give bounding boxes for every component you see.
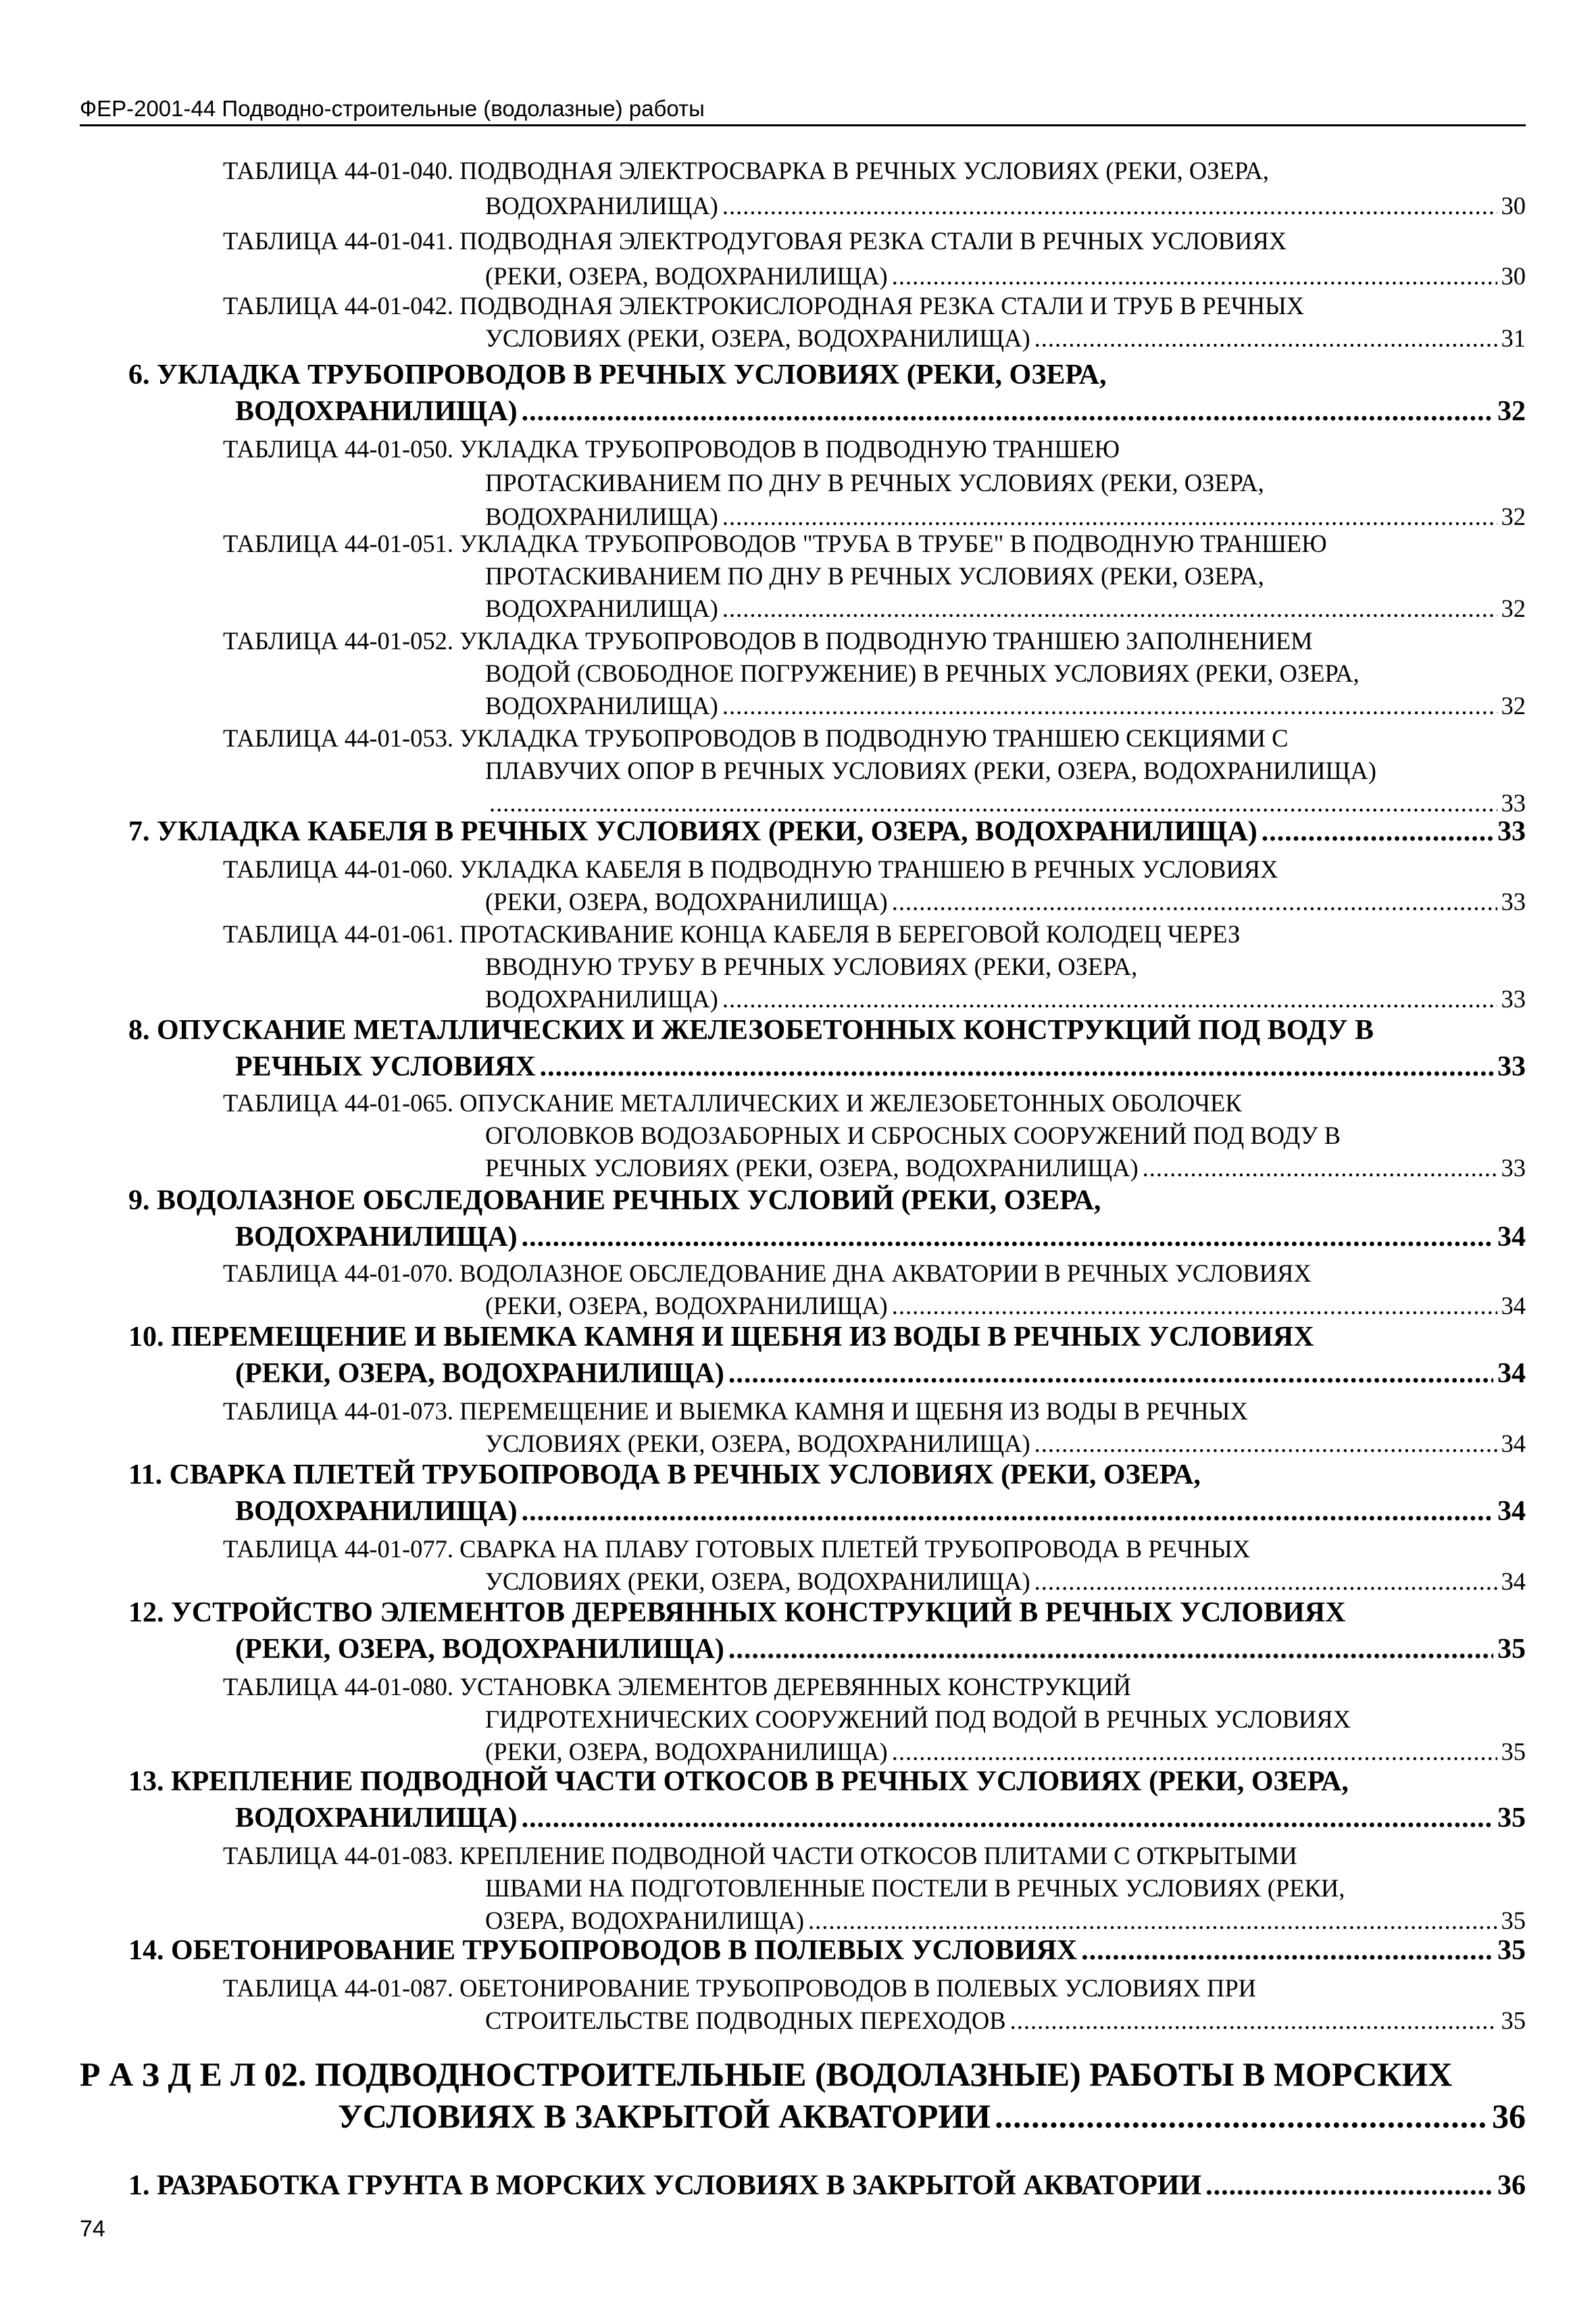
toc-line[interactable]: ТАБЛИЦА 44-01-061. ПРОТАСКИВАНИЕ КОНЦА КАБЕЛЯ В БЕРЕГОВОЙ КОЛОДЕЦ ЧЕРЕЗ [223, 920, 1241, 948]
toc-line[interactable]: ТАБЛИЦА 44-01-060. УКЛАДКА КАБЕЛЯ В ПОДВОДНУЮ ТРАНШЕЮ В РЕЧНЫХ УСЛОВИЯХ [223, 855, 1278, 883]
toc-line[interactable]: ТАБЛИЦА 44-01-073. ПЕРЕМЕЩЕНИЕ И ВЫЕМКА КАМНЯ И ЩЕБНЯ ИЗ ВОДЫ В РЕЧНЫХ [223, 1397, 1248, 1425]
toc-section-heading[interactable]: 9. ВОДОЛАЗНОЕ ОБСЛЕДОВАНИЕ РЕЧНЫХ УСЛОВИЙ (РЕКИ, ОЗЕРА, [128, 1185, 1101, 1216]
toc-page: 34 [1501, 1292, 1526, 1319]
toc-line[interactable]: ТАБЛИЦА 44-01-041. ПОДВОДНАЯ ЭЛЕКТРОДУГОВАЯ РЕЗКА СТАЛИ В РЕЧНЫХ УСЛОВИЯХ [223, 227, 1287, 255]
toc-line[interactable]: УСЛОВИЯХ (РЕКИ, ОЗЕРА, ВОДОХРАНИЛИЩА) ..... 34 [485, 1565, 1526, 1599]
toc-page: 33 [1501, 1154, 1526, 1182]
toc-line[interactable]: ГИДРОТЕХНИЧЕСКИХ СООРУЖЕНИЙ ПОД ВОДОЙ В РЕЧНЫХ УСЛОВИЯХ [485, 1705, 1351, 1733]
toc-page: 36 [1497, 2170, 1526, 2201]
page-number: 74 [80, 2216, 105, 2242]
toc-page: 34 [1497, 1358, 1526, 1389]
toc-line[interactable]: ОЗЕРА, ВОДОХРАНИЛИЩА) ..... 35 [485, 1904, 1526, 1938]
toc-line[interactable]: (РЕКИ, ОЗЕРА, ВОДОХРАНИЛИЩА) ..... 30 [485, 259, 1526, 293]
toc-line[interactable]: ШВАМИ НА ПОДГОТОВЛЕННЫЕ ПОСТЕЛИ В РЕЧНЫХ УСЛОВИЯХ (РЕКИ, [485, 1874, 1345, 1902]
toc-line[interactable]: ТАБЛИЦА 44-01-052. УКЛАДКА ТРУБОПРОВОДОВ В ПОДВОДНУЮ ТРАНШЕЮ ЗАПОЛНЕНИЕМ [223, 627, 1313, 655]
toc-part-heading[interactable]: УСЛОВИЯХ В ЗАКРЫТОЙ АКВАТОРИИ ..... 36 [338, 2096, 1526, 2136]
toc-line[interactable]: ТАБЛИЦА 44-01-051. УКЛАДКА ТРУБОПРОВОДОВ "ТРУБА В ТРУБЕ" В ПОДВОДНУЮ ТРАНШЕЮ [223, 530, 1327, 557]
page-header: ФЕР-2001-44 Подводно-строительные (водолазные) работы [80, 93, 1526, 126]
toc-page: 34 [1501, 1430, 1526, 1457]
toc-line[interactable]: ТАБЛИЦА 44-01-050. УКЛАДКА ТРУБОПРОВОДОВ В ПОДВОДНУЮ ТРАНШЕЮ [223, 435, 1120, 463]
toc-line[interactable]: ТАБЛИЦА 44-01-080. УСТАНОВКА ЭЛЕМЕНТОВ ДЕРЕВЯННЫХ КОНСТРУКЦИЙ [223, 1673, 1131, 1701]
toc-page: 35 [1497, 1634, 1526, 1665]
toc-section-heading[interactable]: 6. УКЛАДКА ТРУБОПРОВОДОВ В РЕЧНЫХ УСЛОВИЯХ (РЕКИ, ОЗЕРА, [128, 359, 1107, 391]
toc-line[interactable]: ТАБЛИЦА 44-01-077. СВАРКА НА ПЛАВУ ГОТОВЫХ ПЛЕТЕЙ ТРУБОПРОВОДА В РЕЧНЫХ [223, 1535, 1251, 1563]
toc-section-heading[interactable]: 12. УСТРОЙСТВО ЭЛЕМЕНТОВ ДЕРЕВЯННЫХ КОНСТРУКЦИЙ В РЕЧНЫХ УСЛОВИЯХ [128, 1597, 1346, 1628]
toc-section-heading[interactable]: 1. РАЗРАБОТКА ГРУНТА В МОРСКИХ УСЛОВИЯХ В ЗАКРЫТОЙ АКВАТОРИИ ..... 36 [128, 2169, 1526, 2203]
toc-section-heading[interactable]: РЕЧНЫХ УСЛОВИЯХ ..... 33 [235, 1050, 1526, 1084]
toc-page: 33 [1501, 789, 1526, 817]
toc-section-heading[interactable]: 14. ОБЕТОНИРОВАНИЕ ТРУБОПРОВОДОВ В ПОЛЕВЫХ УСЛОВИЯХ ..... 35 [128, 1934, 1526, 1967]
toc-line[interactable]: ТАБЛИЦА 44-01-083. КРЕПЛЕНИЕ ПОДВОДНОЙ ЧАСТИ ОТКОСОВ ПЛИТАМИ С ОТКРЫТЫМИ [223, 1842, 1297, 1869]
toc-page: 36 [1492, 2097, 1526, 2135]
toc-line[interactable]: ТАБЛИЦА 44-01-053. УКЛАДКА ТРУБОПРОВОДОВ В ПОДВОДНУЮ ТРАНШЕЮ СЕКЦИЯМИ С [223, 724, 1289, 752]
toc-line[interactable]: ВОДОХРАНИЛИЩА) ..... 30 [485, 189, 1526, 223]
toc-line[interactable]: РЕЧНЫХ УСЛОВИЯХ (РЕКИ, ОЗЕРА, ВОДОХРАНИЛИЩА) ..... 33 [485, 1151, 1526, 1185]
toc-section-heading[interactable]: (РЕКИ, ОЗЕРА, ВОДОХРАНИЛИЩА) ..... 34 [235, 1357, 1526, 1390]
toc-line[interactable]: ТАБЛИЦА 44-01-087. ОБЕТОНИРОВАНИЕ ТРУБОПРОВОДОВ В ПОЛЕВЫХ УСЛОВИЯХ ПРИ [223, 1974, 1257, 2002]
toc-line[interactable]: (РЕКИ, ОЗЕРА, ВОДОХРАНИЛИЩА) ..... 34 [485, 1289, 1526, 1323]
toc-section-heading[interactable]: ВОДОХРАНИЛИЩА) ..... 35 [235, 1801, 1526, 1835]
toc-page: 35 [1501, 1907, 1526, 1934]
toc-line[interactable]: ВОДОХРАНИЛИЩА) ..... 32 [485, 592, 1526, 626]
toc-line[interactable]: ТАБЛИЦА 44-01-065. ОПУСКАНИЕ МЕТАЛЛИЧЕСКИХ И ЖЕЛЕЗОБЕТОННЫХ ОБОЛОЧЕК [223, 1089, 1242, 1117]
toc-line[interactable]: ПРОТАСКИВАНИЕМ ПО ДНУ В РЕЧНЫХ УСЛОВИЯХ (РЕКИ, ОЗЕРА, [485, 469, 1264, 497]
toc-line[interactable]: ВОДОХРАНИЛИЩА) ..... 32 [485, 500, 1526, 534]
toc-page: 35 [1497, 1803, 1526, 1834]
toc-page: 30 [1501, 262, 1526, 290]
toc-page: 32 [1501, 595, 1526, 622]
toc-line[interactable]: (РЕКИ, ОЗЕРА, ВОДОХРАНИЛИЩА) ..... 33 [485, 885, 1526, 919]
toc-line[interactable]: ОГОЛОВКОВ ВОДОЗАБОРНЫХ И СБРОСНЫХ СООРУЖЕНИЙ ПОД ВОДУ В [485, 1122, 1341, 1149]
toc-page: 35 [1501, 2007, 1526, 2034]
toc-line[interactable]: ВОДОЙ (СВОБОДНОЕ ПОГРУЖЕНИЕ) В РЕЧНЫХ УСЛОВИЯХ (РЕКИ, ОЗЕРА, [485, 659, 1360, 687]
toc-section-heading[interactable]: ВОДОХРАНИЛИЩА) ..... 34 [235, 1220, 1526, 1254]
toc-section-heading[interactable]: 8. ОПУСКАНИЕ МЕТАЛЛИЧЕСКИХ И ЖЕЛЕЗОБЕТОННЫХ КОНСТРУКЦИЙ ПОД ВОДУ В [128, 1015, 1374, 1046]
toc-page: 33 [1497, 1051, 1526, 1082]
toc-line[interactable]: СТРОИТЕЛЬСТВЕ ПОДВОДНЫХ ПЕРЕХОДОВ ..... 35 [485, 2004, 1526, 2038]
toc-section-heading[interactable]: 10. ПЕРЕМЕЩЕНИЕ И ВЫЕМКА КАМНЯ И ЩЕБНЯ ИЗ ВОДЫ В РЕЧНЫХ УСЛОВИЯХ [128, 1322, 1314, 1353]
toc-line[interactable]: ПЛАВУЧИХ ОПОР В РЕЧНЫХ УСЛОВИЯХ (РЕКИ, ОЗЕРА, ВОДОХРАНИЛИЩА) [485, 757, 1376, 784]
toc-page: 30 [1501, 192, 1526, 220]
toc-page: 35 [1497, 1935, 1526, 1966]
toc-page: 33 [1497, 816, 1526, 847]
toc-section-heading[interactable]: ВОДОХРАНИЛИЩА) ..... 32 [235, 395, 1526, 428]
toc-section-heading[interactable]: (РЕКИ, ОЗЕРА, ВОДОХРАНИЛИЩА) ..... 35 [235, 1632, 1526, 1666]
toc-section-heading[interactable]: 13. КРЕПЛЕНИЕ ПОДВОДНОЙ ЧАСТИ ОТКОСОВ В РЕЧНЫХ УСЛОВИЯХ (РЕКИ, ОЗЕРА, [128, 1766, 1349, 1797]
toc-part-heading[interactable]: Р А З Д Е Л 02. ПОДВОДНОСТРОИТЕЛЬНЫЕ (ВОДОЛАЗНЫЕ) РАБОТЫ В МОРСКИХ [80, 2055, 1453, 2093]
toc-line[interactable]: ВОДОХРАНИЛИЩА) ..... 32 [485, 689, 1526, 723]
toc-line[interactable]: ВОДОХРАНИЛИЩА) ..... 33 [485, 982, 1526, 1016]
toc-line[interactable]: УСЛОВИЯХ (РЕКИ, ОЗЕРА, ВОДОХРАНИЛИЩА) ..... 31 [485, 322, 1526, 355]
toc-page: 34 [1497, 1222, 1526, 1253]
toc-section-heading[interactable]: 11. СВАРКА ПЛЕТЕЙ ТРУБОПРОВОДА В РЕЧНЫХ УСЛОВИЯХ (РЕКИ, ОЗЕРА, [128, 1459, 1201, 1490]
toc-page: 32 [1497, 396, 1526, 427]
toc-page: 32 [1501, 692, 1526, 720]
toc-line[interactable]: ТАБЛИЦА 44-01-040. ПОДВОДНАЯ ЭЛЕКТРОСВАРКА В РЕЧНЫХ УСЛОВИЯХ (РЕКИ, ОЗЕРА, [223, 157, 1269, 184]
toc-page: 35 [1501, 1738, 1526, 1765]
toc-line[interactable]: (РЕКИ, ОЗЕРА, ВОДОХРАНИЛИЩА) ..... 35 [485, 1735, 1526, 1769]
toc-page: 33 [1501, 985, 1526, 1013]
toc-page: 33 [1501, 888, 1526, 915]
toc-line[interactable]: ВВОДНУЮ ТРУБУ В РЕЧНЫХ УСЛОВИЯХ (РЕКИ, ОЗЕРА, [485, 953, 1138, 980]
toc-section-heading[interactable]: ВОДОХРАНИЛИЩА) ..... 34 [235, 1494, 1526, 1528]
toc-page: 34 [1497, 1496, 1526, 1527]
toc-page: 32 [1501, 503, 1526, 530]
toc-section-heading[interactable]: 7. УКЛАДКА КАБЕЛЯ В РЕЧНЫХ УСЛОВИЯХ (РЕКИ, ОЗЕРА, ВОДОХРАНИЛИЩА) ..... 33 [128, 815, 1526, 849]
toc-line[interactable]: ПРОТАСКИВАНИЕМ ПО ДНУ В РЕЧНЫХ УСЛОВИЯХ (РЕКИ, ОЗЕРА, [485, 562, 1264, 590]
toc-line[interactable]: УСЛОВИЯХ (РЕКИ, ОЗЕРА, ВОДОХРАНИЛИЩА) ..... 34 [485, 1427, 1526, 1461]
toc-line[interactable]: ТАБЛИЦА 44-01-070. ВОДОЛАЗНОЕ ОБСЛЕДОВАНИЕ ДНА АКВАТОРИИ В РЕЧНЫХ УСЛОВИЯХ [223, 1259, 1312, 1287]
toc-page: 34 [1501, 1567, 1526, 1595]
toc-page: 31 [1501, 324, 1526, 352]
toc-line[interactable]: ТАБЛИЦА 44-01-042. ПОДВОДНАЯ ЭЛЕКТРОКИСЛОРОДНАЯ РЕЗКА СТАЛИ И ТРУБ В РЕЧНЫХ [223, 292, 1305, 320]
